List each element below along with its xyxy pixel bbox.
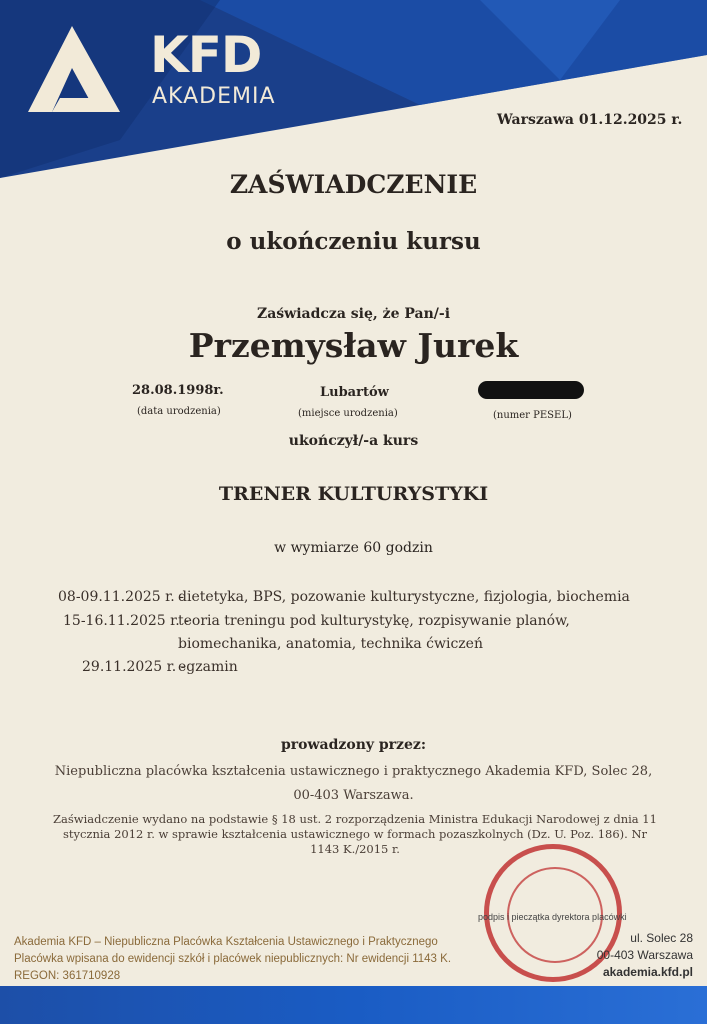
institution-line-2: 00-403 Warszawa. [293,788,414,803]
header-banner [0,0,707,180]
footer-address-2: 00-403 Warszawa [596,948,693,962]
intro-text: Zaświadcza się, że Pan/-i [256,306,451,322]
schedule-topics: teoria treningu pod kulturystykę, rozpisywanie planów, [178,613,570,629]
legal-basis: Zaświadczenie wydano na podstawie § 18 ust. 2 rozporządzenia Ministra Edukacji Narodowej z dnia 11 stycznia 2012 r. w sprawie kształcenia ustawicznego w formach pozaszkolnych (Dz. U. Poz. 186). Nr 1143 K./2015 r. [53,812,657,856]
footer-address-1: ul. Solec 28 [630,931,693,945]
certificate-title: ZAŚWIADCZENIE [229,170,478,199]
birth-date-label: (data urodzenia) [137,406,221,417]
footer-line-2: Placówka wpisana do ewidencji szkół i placówek niepublicznych: Nr ewidencji 1143 K. [14,953,452,965]
certificate-subtitle: o ukończeniu kursu [226,228,481,255]
birth-place-label: (miejsce urodzenia) [298,408,398,419]
footer-banner [0,986,707,1024]
footer-website: akademia.kfd.pl [602,965,693,979]
schedule-date: 29.11.2025 r. - [82,659,186,675]
pesel-label: (numer PESEL) [493,410,572,421]
logo-text: KFD [150,26,262,84]
schedule-date: 15-16.11.2025 r. - [63,613,189,629]
birth-place: Lubartów [320,385,389,400]
signature-label: podpis i pieczątka dyrektora placówki [478,912,627,922]
course-name: TRENER KULTURYSTYKI [218,483,489,505]
place-date: Warszawa 01.12.2025 r. [497,112,683,128]
schedule-topics-cont: biomechanika, anatomia, technika ćwiczeń [178,636,483,652]
logo-subtext: AKADEMIA [152,84,276,109]
conducted-by-label: prowadzony przez: [280,737,427,753]
schedule-date: 08-09.11.2025 r. - [58,589,184,605]
schedule-topics: dietetyka, BPS, pozowanie kulturystyczne, fizjologia, biochemia [178,589,630,605]
recipient-name: Przemysław Jurek [188,326,519,365]
pesel-redacted [478,381,584,399]
course-hours: w wymiarze 60 godzin [274,540,433,556]
institution-line-1: Niepubliczna placówka kształcenia ustawicznego i praktycznego Akademia KFD, Solec 28, [54,764,653,779]
footer-regon: REGON: 361710928 [14,970,121,982]
schedule-topics: egzamin [178,659,238,675]
footer-line-1: Akademia KFD – Niepubliczna Placówka Kształcenia Ustawicznego i Praktycznego [14,936,438,948]
birth-date: 28.08.1998r. [132,383,224,398]
completed-text: ukończył/-a kurs [288,433,419,449]
